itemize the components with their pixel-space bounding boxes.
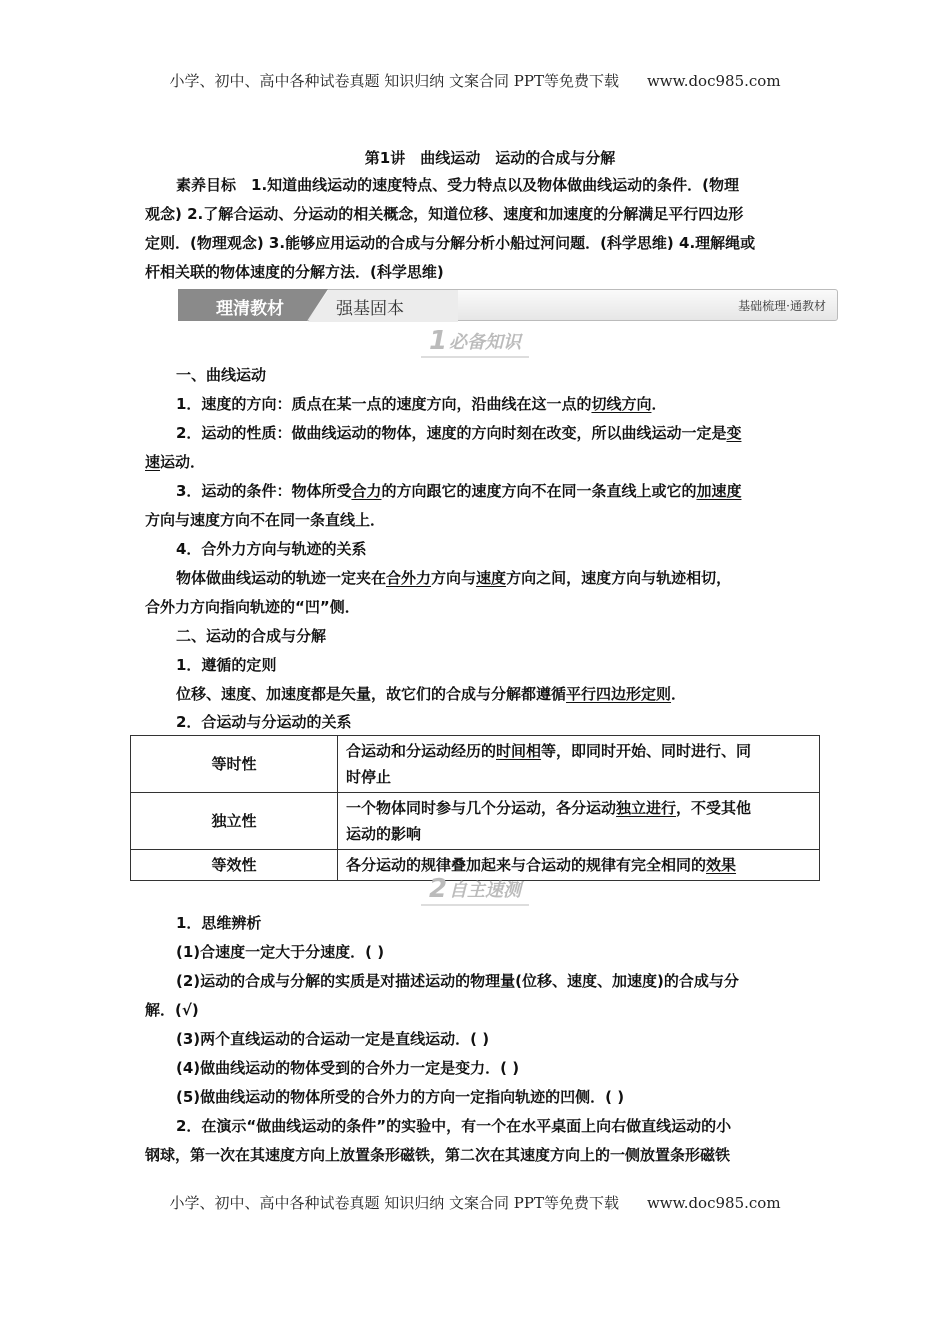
badge1-number: 1 bbox=[428, 326, 448, 356]
quiz-item-2-cont: 解．(√) bbox=[145, 1001, 199, 1019]
lesson-title: 第1讲 曲线运动 运动的合成与分解 bbox=[364, 149, 616, 167]
page-footer bbox=[0, 1192, 950, 1213]
goals-line-1: 素养目标 1.知道曲线运动的速度特点、受力特点以及物体做曲线运动的条件．(物理 bbox=[176, 176, 739, 194]
banner-right-label: 基础梳理·通教材 bbox=[738, 299, 826, 313]
goals-line-4: 杆相关联的物体速度的分解方法．(科学思维) bbox=[145, 263, 444, 281]
goals-line-2: 观念) 2.了解合运动、分运动的相关概念，知道位移、速度和加速度的分解满足平行四边形 bbox=[145, 205, 744, 223]
table-row bbox=[131, 793, 820, 850]
badge2-number: 2 bbox=[428, 874, 448, 904]
s1-item3-cont: 方向与速度方向不在同一条直线上． bbox=[145, 511, 386, 529]
section1-heading: 一、曲线运动 bbox=[176, 366, 267, 384]
quiz-item-3: (3)两个直线运动的合运动一定是直线运动．( ) bbox=[176, 1030, 490, 1048]
quiz-q1: 1．思维辨析 bbox=[176, 914, 262, 932]
banner-left-label: 理清教材 bbox=[216, 299, 284, 319]
s1-item5: 物体做曲线运动的轨迹一定夹在合外力方向与速度方向之间，速度方向与轨迹相切， bbox=[176, 569, 732, 587]
badge-self-test bbox=[0, 874, 950, 906]
relation-table bbox=[130, 735, 820, 881]
footer-url[interactable]: www.doc985.com bbox=[646, 1194, 781, 1212]
quiz-q2-cont: 钢球，第一次在其速度方向上放置条形磁铁，第二次在其速度方向上的一侧放置条形磁铁 bbox=[145, 1146, 731, 1164]
table-value: 合运动和分运动经历的时间相等，即同时开始、同时进行、同 时停止 bbox=[338, 736, 820, 793]
quiz-item-4: (4)做曲线运动的物体受到的合外力一定是变力．( ) bbox=[176, 1059, 520, 1077]
badge-required-knowledge bbox=[0, 326, 950, 358]
quiz-item-1: (1)合速度一定大于分速度．( ) bbox=[176, 943, 385, 961]
s1-item1: 1．速度的方向：质点在某一点的速度方向，沿曲线在这一点的切线方向． bbox=[176, 395, 667, 413]
s1-item2: 2．运动的性质：做曲线运动的物体，速度的方向时刻在改变，所以曲线运动一定是变 bbox=[176, 424, 742, 442]
quiz-item-2: (2)运动的合成与分解的实质是对描述运动的物理量(位移、速度、加速度)的合成与分 bbox=[176, 972, 739, 990]
table-row bbox=[131, 736, 820, 793]
s2-item1: 1．遵循的定则 bbox=[176, 656, 277, 674]
table-value: 各分运动的规律叠加起来与合运动的规律有完全相同的效果 bbox=[338, 850, 820, 881]
badge2-text: 自主速测 bbox=[449, 880, 522, 901]
s2-item1-body: 位移、速度、加速度都是矢量，故它们的合成与分解都遵循平行四边形定则． bbox=[176, 685, 687, 703]
s1-item3: 3．运动的条件：物体所受合力的方向跟它的速度方向不在同一条直线上或它的加速度 bbox=[176, 482, 742, 500]
section2-heading: 二、运动的合成与分解 bbox=[176, 627, 327, 645]
quiz-q2: 2．在演示“做曲线运动的条件”的实验中，有一个在水平桌面上向右做直线运动的小 bbox=[176, 1117, 732, 1135]
quiz-item-5: (5)做曲线运动的物体所受的合外力的方向一定指向轨迹的凹侧．( ) bbox=[176, 1088, 625, 1106]
table-value: 一个物体同时参与几个分运动，各分运动独立进行，不受其他 运动的影响 bbox=[338, 793, 820, 850]
s1-item4: 4．合外力方向与轨迹的关系 bbox=[176, 540, 367, 558]
header-url[interactable]: www.doc985.com bbox=[646, 72, 781, 90]
goals-line-3: 定则．(物理观念) 3.能够应用运动的合成与分解分析小船过河问题．(科学思维) 4.理解绳或 bbox=[145, 234, 756, 252]
table-key: 等时性 bbox=[131, 736, 338, 793]
s2-item2: 2．合运动与分运动的关系 bbox=[176, 713, 352, 731]
section-banner bbox=[178, 289, 838, 321]
page-header bbox=[0, 70, 950, 91]
banner-middle-label: 强基固本 bbox=[336, 299, 404, 319]
header-text: 小学、初中、高中各种试卷真题 知识归纳 文案合同 PPT等免费下载 bbox=[169, 72, 619, 90]
footer-text: 小学、初中、高中各种试卷真题 知识归纳 文案合同 PPT等免费下载 bbox=[169, 1194, 619, 1212]
table-key: 等效性 bbox=[131, 850, 338, 881]
s1-item5-cont: 合外力方向指向轨迹的“凹”侧． bbox=[145, 598, 360, 616]
badge1-text: 必备知识 bbox=[449, 332, 522, 353]
table-key: 独立性 bbox=[131, 793, 338, 850]
s1-item2-cont: 速运动． bbox=[145, 453, 206, 471]
